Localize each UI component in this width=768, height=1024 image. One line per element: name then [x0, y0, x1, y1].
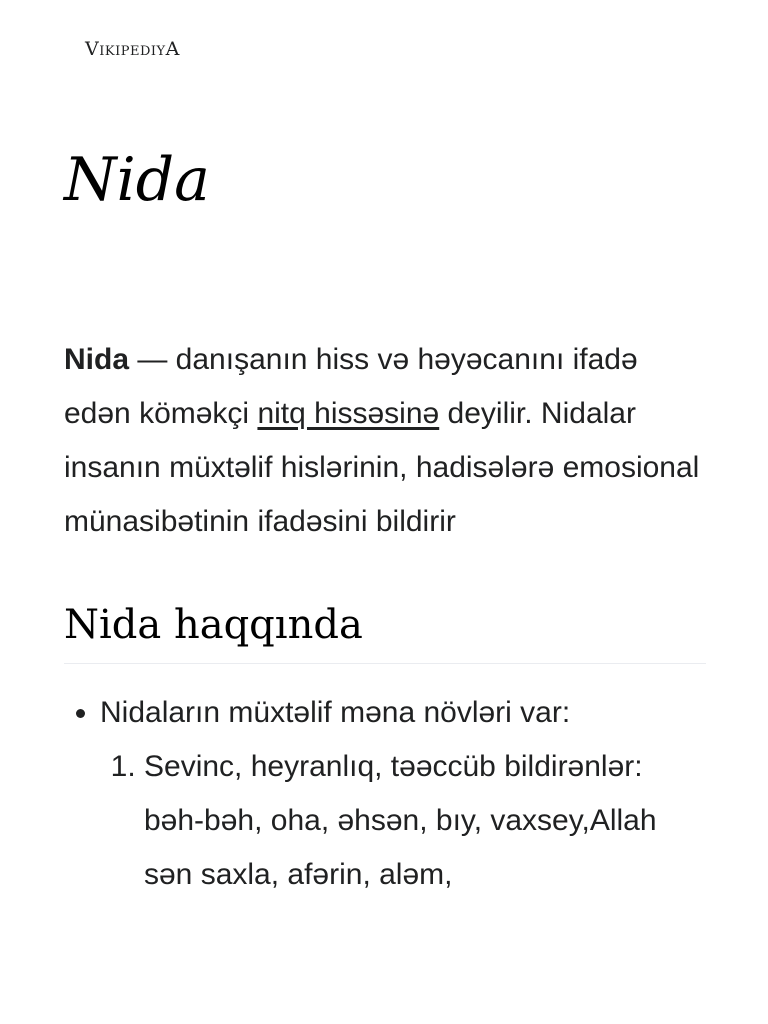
page-title: Nida: [64, 145, 210, 215]
intro-term: Nida: [64, 343, 130, 376]
section-bullet-list: [64, 686, 706, 902]
section-heading-nida-haqqinda: Nida haqqında: [64, 597, 706, 664]
list-item: [100, 686, 706, 902]
intro-text-2: deyilir. Nidalar insanın müxtəlif hislərinin, hadisələrə emosional münasibətinin ifadəsini bildirir: [64, 397, 700, 538]
numbered-list: [100, 740, 706, 902]
list-item: 1. Sevinc, heyranlıq, təəccüb bildirənlər: bəh-bəh, oha, əhsən, bıy, vaxsey,Allah sən saxla, afərin, aləm,: [144, 740, 706, 902]
nitq-hissesi-link[interactable]: nitq hissəsinə: [257, 397, 440, 430]
intro-paragraph: [64, 333, 706, 549]
intro-text-1: — danışanın hiss və həyəcanını ifadə edən köməkçi: [64, 343, 638, 430]
wikipedia-wordmark[interactable]: VikipediyA: [85, 38, 180, 60]
site-header: [85, 38, 180, 68]
article-content: [64, 333, 706, 902]
bullet-text: Nidaların müxtəlif məna növləri var:: [100, 696, 571, 729]
